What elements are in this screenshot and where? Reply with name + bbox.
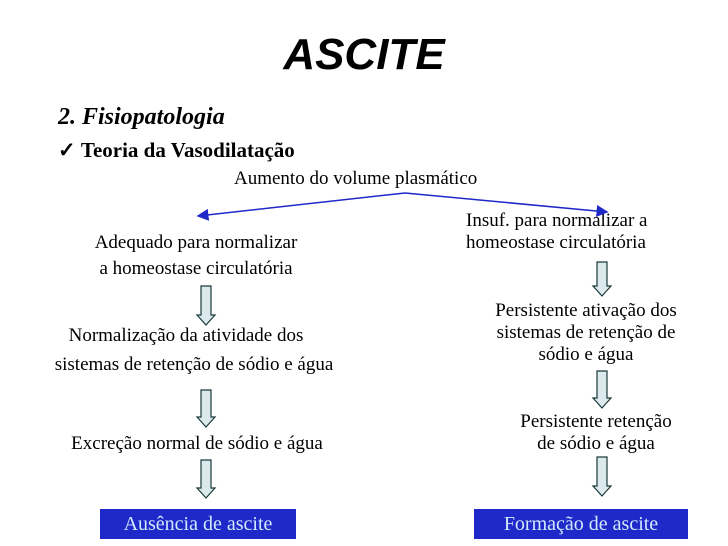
right-arrow-3 <box>593 457 611 496</box>
right-arrow-1 <box>593 262 611 296</box>
split-arrow-left <box>198 193 405 216</box>
split-connector <box>198 193 607 216</box>
right-node-2-line-2: sistemas de retenção de <box>496 322 676 343</box>
root-node: Aumento do volume plasmático <box>234 168 478 189</box>
left-node-2-line-2: sistemas de retenção de sódio e água <box>54 354 334 375</box>
left-node-1-line-2: a homeostase circulatória <box>99 258 293 279</box>
left-arrow-2 <box>197 390 215 427</box>
left-node-2-line-1: Normalização da atividade dos <box>68 325 304 346</box>
right-node-2-line-1: Persistente ativação dos <box>495 300 677 321</box>
right-node-3-line-1: Persistente retenção <box>520 411 672 432</box>
left-node-1-line-1: Adequado para normalizar <box>94 232 298 253</box>
right-node-3-line-2: de sódio e água <box>537 433 655 454</box>
section-heading: 2. Fisiopatologia <box>58 104 225 130</box>
bullet-text: Teoria da Vasodilatação <box>80 138 295 162</box>
page-title: ASCITE <box>283 30 445 79</box>
right-node-1-line-1: Insuf. para normalizar a <box>466 210 648 231</box>
right-node-2-line-3: sódio e água <box>538 344 634 365</box>
right-node-1-line-2: homeostase circulatória <box>466 232 646 253</box>
right-arrow-2 <box>593 371 611 408</box>
checkmark-icon: ✓ <box>58 138 76 162</box>
left-arrow-1 <box>197 286 215 325</box>
right-result-label: Formação de ascite <box>503 513 659 535</box>
left-arrow-3 <box>197 460 215 498</box>
left-node-3: Excreção normal de sódio e água <box>71 433 323 454</box>
left-result-label: Ausência de ascite <box>123 513 273 535</box>
split-arrow-right <box>405 193 607 212</box>
